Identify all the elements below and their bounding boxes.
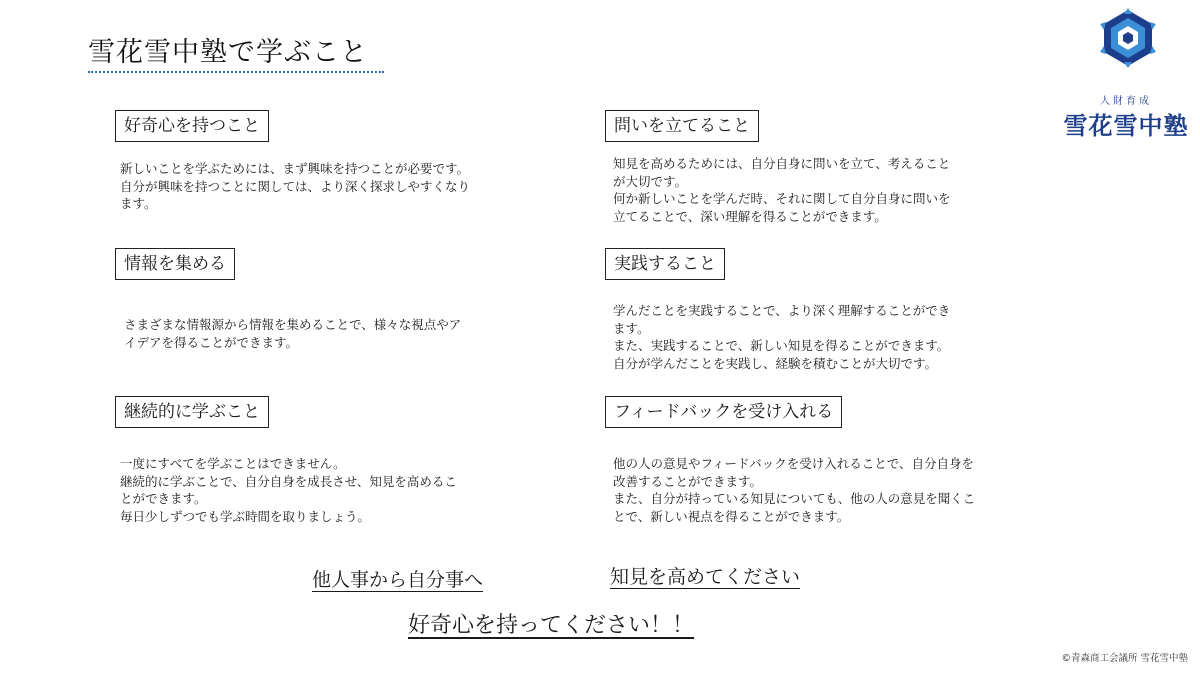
- heading-continuous-learning: 継続的に学ぶこと: [115, 396, 269, 428]
- title-underline: [88, 71, 384, 73]
- heading-gather-info: 情報を集める: [115, 248, 235, 280]
- body-accept-feedback: 他の人の意見やフィードバックを受け入れることで、自分自身を 改善することができます。 また、自分が持っている知見についても、他の人の意見を聞くこ とで、新しい視点を得ることができます。: [613, 456, 976, 524]
- heading-curiosity: 好奇心を持つこと: [115, 110, 269, 142]
- logo-name: 雪花雪中塾: [1063, 111, 1189, 140]
- body-curiosity: 新しいことを学ぶためには、まず興味を持つことが必要です。 自分が興味を持つことに関しては、より深く探求しやすくなり ます。: [120, 161, 471, 211]
- body-continuous-learning: 一度にすべてを学ぶことはできません。 継続的に学ぶことで、自分自身を成長させ、知見を高めるこ とができます。 毎日少しずつでも学ぶ時間を取りましょう。: [120, 456, 457, 524]
- snowflake-logo-icon: [1098, 8, 1158, 80]
- slogan-right: 知見を高めてください: [610, 566, 801, 588]
- slogan-left: 他人事から自分事へ: [312, 569, 484, 591]
- school-logo: [1060, 8, 1192, 138]
- slogan-main: 好奇心を持ってください！！: [408, 613, 695, 638]
- heading-practice: 実践すること: [605, 248, 725, 280]
- copyright-notice: ©青森商工会議所 雪花雪中塾: [1061, 653, 1188, 664]
- page-title: 雪花雪中塾で学ぶこと: [88, 37, 368, 68]
- heading-ask-questions: 問いを立てること: [605, 110, 759, 142]
- body-practice: 学んだことを実践することで、より深く理解することができ ます。 また、実践することで、新しい知見を得ることができます。 自分が学んだことを実践し、経験を積むことが大切です。: [613, 303, 951, 371]
- body-gather-info: さまざまな情報源から情報を集めることで、様々な視点やア イデアを得ることができます。: [124, 317, 462, 350]
- heading-accept-feedback: フィードバックを受け入れる: [605, 396, 842, 428]
- body-ask-questions: 知見を高めるためには、自分自身に問いを立て、考えること が大切です。 何か新しいことを学んだ時、それに関して自分自身に問いを 立てることで、深い理解を得ることができます。: [613, 156, 951, 224]
- logo-tagline: 人財育成: [1100, 96, 1152, 107]
